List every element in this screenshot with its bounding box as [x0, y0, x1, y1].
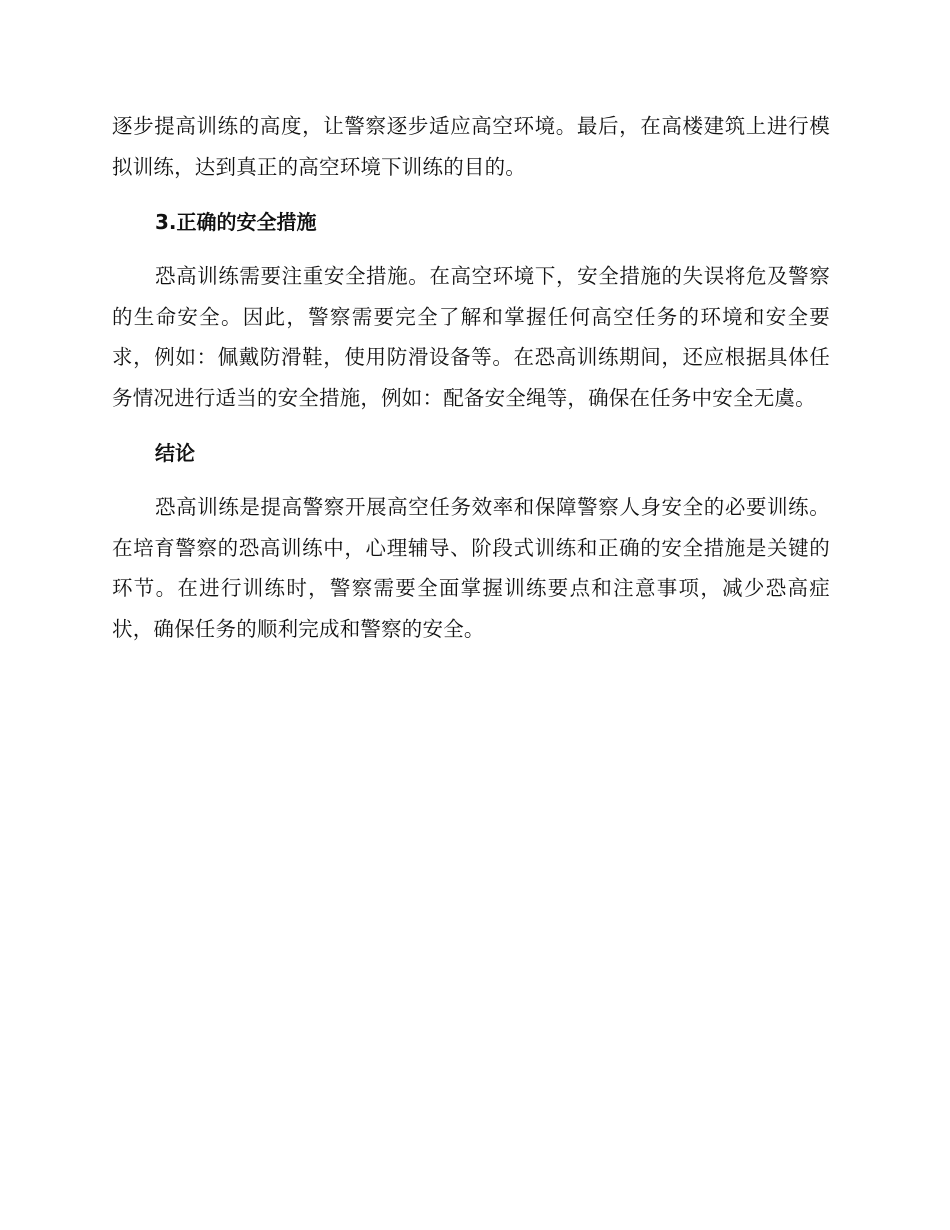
section-heading-conclusion: 结论 [155, 441, 195, 465]
paragraph-staged-training-end: 逐步提高训练的高度，让警察逐步适应高空环境。最后，在高楼建筑上进行模拟训练，达到真正的高空环境下训练的目的。 [112, 114, 830, 179]
document-body [112, 106, 830, 649]
section-heading-safety-measures: 3.正确的安全措施 [155, 210, 317, 234]
paragraph-conclusion: 恐高训练是提高警察开展高空任务效率和保障警察人身安全的必要训练。在培育警察的恐高训练中，心理辅导、阶段式训练和正确的安全措施是关键的环节。在进行训练时，警察需要全面掌握训练要点和注意事项，减少恐高症状，确保任务的顺利完成和警察的安全。 [112, 495, 830, 641]
paragraph-safety-measures: 恐高训练需要注重安全措施。在高空环境下，安全措施的失误将危及警察的生命安全。因此，警察需要完全了解和掌握任何高空任务的环境和安全要求，例如：佩戴防滑鞋，使用防滑设备等。在恐高训练期间，还应根据具体任务情况进行适当的安全措施，例如：配备安全绳等，确保在任务中安全无虞。 [112, 264, 830, 410]
